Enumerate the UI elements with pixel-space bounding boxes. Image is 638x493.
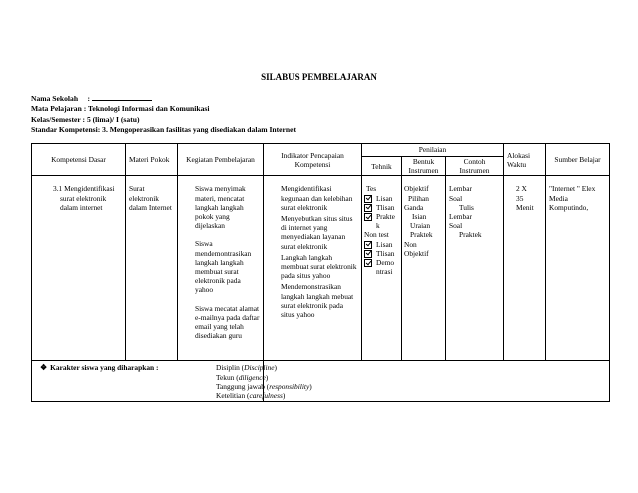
- karakter-item: Tekun (diligence): [216, 372, 269, 382]
- nama-sekolah-blank: [92, 94, 152, 101]
- contoh-line: Praktek: [459, 230, 482, 240]
- karakter-values-cell: [216, 361, 610, 402]
- kegiatan-item: Siswa mendemontrasikan langkah langkah membuat surat elektronik pada yahoo: [181, 239, 260, 294]
- syllabus-table: [31, 143, 610, 402]
- cell-indikator: [264, 176, 362, 361]
- checkbox-checked-icon: [364, 204, 372, 212]
- header-teknik: Tehnik: [362, 157, 402, 176]
- cell-alokasi: [504, 176, 546, 361]
- header-penilaian: Penilaian: [362, 144, 504, 157]
- cell-kegiatan: [178, 176, 264, 361]
- karakter-list: [216, 363, 558, 400]
- cell-teknik: [362, 176, 402, 361]
- indikator-item: Mendemonstrasikan langkah langkah mebuat surat elektronik pada situs yahoo: [267, 282, 358, 319]
- cell-materi-pokok: [126, 176, 178, 361]
- teknik-tes-label: Tes: [366, 184, 377, 194]
- indikator-item: Mengidentifikasi kegunaan dan kelebihan surat elektronik: [267, 184, 358, 212]
- bentuk-line: Ganda: [404, 202, 424, 212]
- teknik-tes-item: Prakte k: [364, 212, 400, 230]
- nama-sekolah-line: [31, 94, 296, 104]
- bullet-icon: [267, 214, 281, 223]
- nama-sekolah-sep: :: [87, 94, 91, 103]
- kegiatan-item: Siswa mecatat alamat e-mailnya pada daftar email yang telah disediakan guru: [181, 304, 260, 341]
- bentuk-line: Praktek: [410, 230, 433, 240]
- bentuk-line: Uraian: [410, 221, 431, 231]
- bentuk-line: Isian: [412, 212, 427, 222]
- contoh-line: Lembar: [449, 184, 472, 194]
- alokasi-text: 2 X 35 Menit: [516, 184, 534, 212]
- checkbox-checked-icon: [364, 259, 372, 267]
- bullet-icon: [267, 184, 281, 193]
- teknik-nontest-item: Lisan: [364, 240, 400, 249]
- standar-kompetensi-line: Standar Kompetensi: 3. Mengoperasikan fasilitas yang disediakan dalam Internet: [31, 125, 297, 135]
- teknik-tes-item: Lisan: [364, 194, 400, 203]
- cell-sumber: [546, 176, 610, 361]
- contoh-line: Tulis: [459, 202, 474, 212]
- header-alokasi: Alokasi Waktu: [504, 144, 546, 176]
- page-title: SILABUS PEMBELAJARAN: [261, 72, 377, 82]
- bentuk-line: Non: [404, 239, 417, 249]
- bullet-icon: [267, 282, 281, 291]
- bentuk-line: Pilihan: [408, 193, 429, 203]
- checkbox-checked-icon: [364, 250, 372, 258]
- contoh-line: Soal: [449, 193, 463, 203]
- cell-contoh: [446, 176, 504, 361]
- contoh-line: Soal: [449, 221, 463, 231]
- karakter-label: Karakter siswa yang diharapkan :: [50, 363, 159, 373]
- nama-sekolah-label: Nama Sekolah: [31, 94, 79, 103]
- header-kompetensi-dasar: Kompetensi Dasar: [32, 144, 126, 176]
- syllabus-meta: [31, 94, 296, 136]
- materi-pokok-text: Surat elektronik dalam Internet: [129, 184, 172, 212]
- karakter-item: Ketelitian (carefulness): [216, 391, 286, 401]
- kegiatan-item: Siswa menyimak materi, mencatat langkah langkah pokok yang dijelaskan: [181, 184, 260, 230]
- karakter-item: Disiplin (Discipline): [216, 363, 277, 373]
- header-bentuk: Bentuk Instrumen: [402, 157, 446, 176]
- bullet-icon: [181, 239, 195, 248]
- contoh-line: Lembar: [449, 212, 472, 222]
- bentuk-line: Objektif: [404, 248, 429, 258]
- header-contoh: Contoh Instrumen: [446, 157, 504, 176]
- teknik-nontest-item: Tlisan: [364, 249, 400, 258]
- sumber-text: "Internet " Elex Media Komputindo,: [549, 184, 596, 212]
- cell-kompetensi-dasar: [32, 176, 126, 361]
- teknik-non-test-label: Non test: [364, 230, 389, 240]
- header-sumber: Sumber Belajar: [546, 144, 610, 176]
- bullet-icon: [267, 253, 281, 262]
- checkbox-checked-icon: [364, 213, 372, 221]
- karakter-item: Tanggung jawab (responsibility): [216, 381, 312, 391]
- cell-bentuk: [402, 176, 446, 361]
- header-kegiatan: Kegiatan Pembelajaran: [178, 144, 264, 176]
- kompetensi-dasar-text: 3.1 Mengidentifikasi surat elektronik dalam internet: [53, 184, 115, 212]
- kelas-semester-line: Kelas/Semester : 5 (lima)/ I (satu): [31, 114, 140, 124]
- indikator-item: Menyebutkan situs situs di internet yang menyediakan layanan surat elektronik: [267, 214, 358, 251]
- checkbox-checked-icon: [364, 195, 372, 203]
- teknik-tes-item: Tlisan: [364, 203, 400, 212]
- indikator-item: Langkah langkah membuat surat elektronik pada situs yahoo: [267, 253, 358, 281]
- header-indikator: Indikator Pencapaian Kompetensi: [264, 144, 362, 176]
- bentuk-line: Objektif: [404, 184, 429, 194]
- bullet-icon: [181, 184, 195, 193]
- teknik-nontest-item: Demo ntrasi: [364, 258, 400, 276]
- checkbox-checked-icon: [364, 241, 372, 249]
- header-materi-pokok: Materi Pokok: [126, 144, 178, 176]
- bullet-icon: [181, 304, 195, 313]
- mata-pelajaran-line: Mata Pelajaran : Teknologi Informasi dan Komunikasi: [31, 104, 210, 114]
- diamond-bullet-icon: ❖: [40, 363, 48, 373]
